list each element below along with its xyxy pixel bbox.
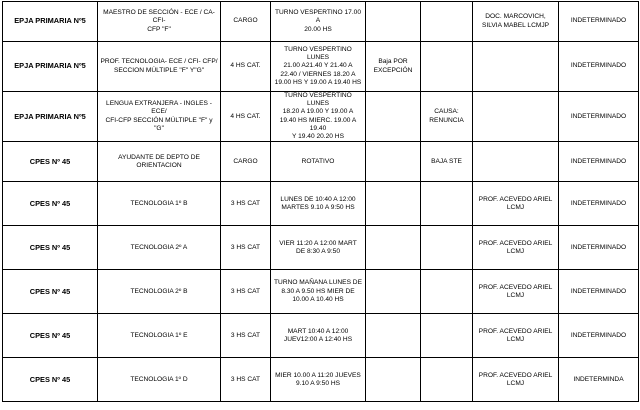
school-cell: CPES Nº 45 [3, 358, 98, 402]
status-cell: INDETERMINADO [559, 270, 639, 314]
status-cell: INDETERMINDA [559, 358, 639, 402]
reason-cell: Baja POR EXCEPCIÓN [366, 42, 421, 92]
reason-cell [366, 314, 421, 358]
schedule-cell: TURNO MAÑANA LUNES DE 8.30 A 9.50 HS MIER DE 10.00 A 10.40 HS [271, 270, 366, 314]
table-row [3, 142, 639, 182]
teacher-cell: PROF. ACEVEDO ARIEL LCMJ [473, 358, 559, 402]
teacher-cell [473, 142, 559, 182]
type-cell: 4 HS CAT. [221, 92, 271, 142]
schedule-cell: TURNO VESPERTINO LUNES 21.00 A21.40 Y 21.40 A 22.40 / VIERNES 18.20 A 19.00 HS Y 19.00 A 19.40 HS [271, 42, 366, 92]
schedule-cell: TURNO VESPERTINO 17.00 A 20.00 HS [271, 2, 366, 42]
position-cell: TECNOLOGIA 1º B [98, 182, 221, 226]
cause-cell [421, 226, 473, 270]
teacher-cell: DOC. MARCOVICH, SILVIA MABEL LCMJP [473, 2, 559, 42]
cause-cell: CAUSA: RENUNCIA [421, 92, 473, 142]
position-cell: LENGUA EXTRANJERA - INGLES -ECE/ CFI-CFP SECCIÓN MÚLTIPLE "F" y "G" [98, 92, 221, 142]
position-cell: TECNOLOGIA 2º A [98, 226, 221, 270]
reason-cell [366, 2, 421, 42]
type-cell: 3 HS CAT [221, 226, 271, 270]
school-cell: CPES Nº 45 [3, 182, 98, 226]
table-row [3, 226, 639, 270]
type-cell: 4 HS CAT. [221, 42, 271, 92]
reason-cell [366, 92, 421, 142]
status-cell: INDETERMINADO [559, 2, 639, 42]
school-cell: CPES Nº 45 [3, 270, 98, 314]
status-cell: INDETERMINADO [559, 92, 639, 142]
type-cell: 3 HS CAT [221, 314, 271, 358]
type-cell: 3 HS CAT [221, 358, 271, 402]
school-cell: EPJA PRIMARIA Nº5 [3, 2, 98, 42]
schedule-cell: ROTATIVO [271, 142, 366, 182]
school-cell: CPES Nº 45 [3, 142, 98, 182]
type-cell: 3 HS CAT [221, 182, 271, 226]
status-cell: INDETERMINADO [559, 226, 639, 270]
type-cell: 3 HS CAT [221, 270, 271, 314]
school-cell: EPJA PRIMARIA Nº5 [3, 42, 98, 92]
school-cell: CPES Nº 45 [3, 314, 98, 358]
status-cell: INDETERMINADO [559, 42, 639, 92]
teacher-cell: PROF. ACEVEDO ARIEL LCMJ [473, 182, 559, 226]
position-cell: MAESTRO DE SECCIÓN - ECE / CA-CFI- CFP "F" [98, 2, 221, 42]
cause-cell [421, 182, 473, 226]
table-row [3, 2, 639, 42]
teacher-cell [473, 92, 559, 142]
school-cell: EPJA PRIMARIA Nº5 [3, 92, 98, 142]
table-row [3, 314, 639, 358]
reason-cell [366, 226, 421, 270]
schedule-cell: MART 10:40 A 12:00 JUEV12:00 A 12:40 HS [271, 314, 366, 358]
teacher-cell [473, 42, 559, 92]
schedule-cell: TURNO VESPERTINO LUNES 18.20 A 19.00 Y 19.00 A 19.40 HS MIERC. 19.00 A 19.40 Y 19.40 20.20 HS [271, 92, 366, 142]
schedule-cell: VIER 11:20 A 12:00 MART DE 8:30 A 9:50 [271, 226, 366, 270]
position-cell: TECNOLOGIA 1º D [98, 358, 221, 402]
schedule-cell: LUNES DE 10:40 A 12:00 MARTES 9.10 A 9:50 HS [271, 182, 366, 226]
reason-cell [366, 270, 421, 314]
table-row [3, 270, 639, 314]
cause-cell [421, 270, 473, 314]
position-cell: TECNOLOGIA 1º E [98, 314, 221, 358]
reason-cell [366, 358, 421, 402]
reason-cell [366, 182, 421, 226]
cause-cell [421, 358, 473, 402]
vacancy-table [2, 1, 639, 402]
reason-cell [366, 142, 421, 182]
cause-cell [421, 42, 473, 92]
status-cell: INDETERMINADO [559, 182, 639, 226]
teacher-cell: PROF. ACEVEDO ARIEL LCMJ [473, 270, 559, 314]
table-row [3, 92, 639, 142]
position-cell: PROF. TECNOLOGIA- ECE / CFI- CFP/ SECCION MÚLTIPLE "F" Y"G" [98, 42, 221, 92]
teacher-cell: PROF. ACEVEDO ARIEL LCMJ [473, 226, 559, 270]
cause-cell: BAJA STE [421, 142, 473, 182]
table-row [3, 182, 639, 226]
schedule-cell: MIER 10.00 A 11:20 JUEVES 9.10 A 9:50 HS [271, 358, 366, 402]
position-cell: TECNOLOGIA 2º B [98, 270, 221, 314]
type-cell: CARGO [221, 142, 271, 182]
status-cell: INDETERMINADO [559, 314, 639, 358]
position-cell: AYUDANTE DE DEPTO DE ORIENTACION [98, 142, 221, 182]
status-cell: INDETERMINADO [559, 142, 639, 182]
cause-cell [421, 314, 473, 358]
teacher-cell: PROF. ACEVEDO ARIEL LCMJ [473, 314, 559, 358]
cause-cell [421, 2, 473, 42]
table-row [3, 42, 639, 92]
type-cell: CARGO [221, 2, 271, 42]
table-row [3, 358, 639, 402]
school-cell: CPES Nº 45 [3, 226, 98, 270]
